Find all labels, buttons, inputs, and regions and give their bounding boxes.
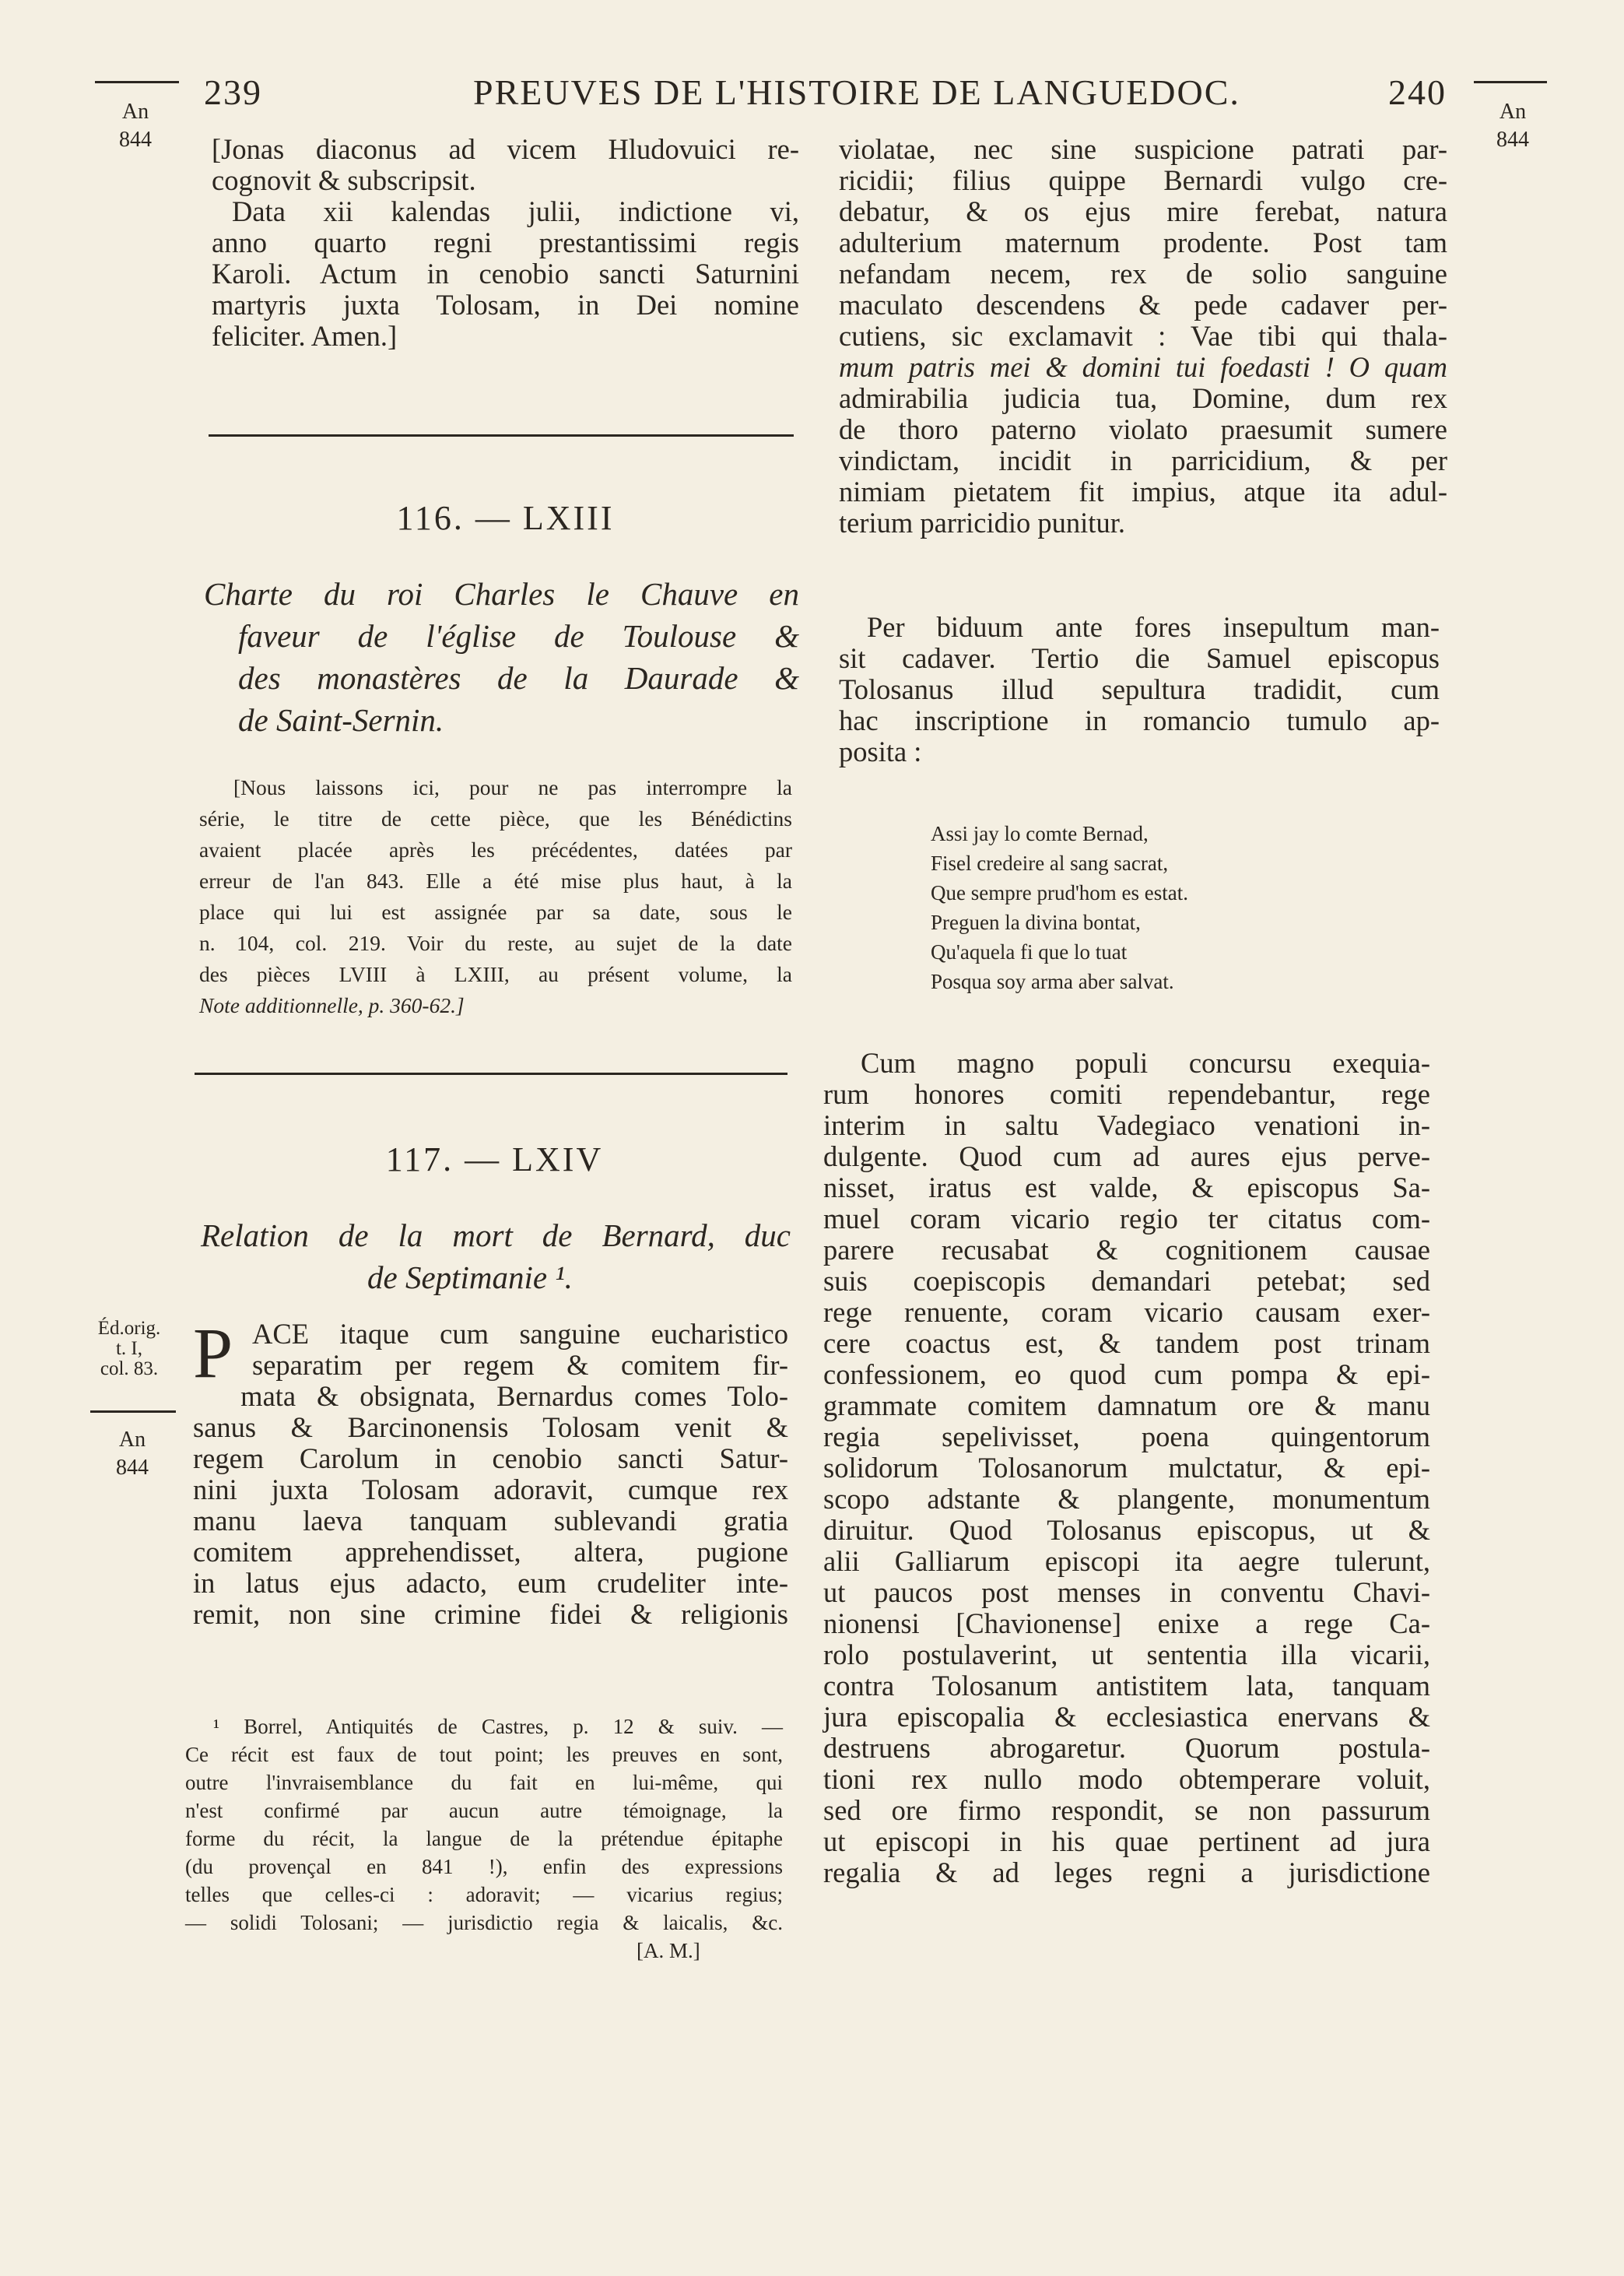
margin-label: An [121,100,149,124]
text-line: manu laeva tanquam sublevandi gratia [193,1505,788,1537]
text-line: [Jonas diaconus ad vicem Hludovuici re- [212,133,799,165]
text-line: de thoro paterno violato praesumit sumere [839,413,1447,445]
text-line: cutiens, sic exclamavit : Vae tibi qui thala- [839,320,1447,352]
text-line: sit cadaver. Tertio die Samuel episcopus [839,642,1440,674]
text-line: confessionem, eo quod cum pompa & epi- [823,1358,1430,1390]
margin-year: 844 [119,128,152,152]
text-line: cognovit & subscripsit. [212,164,476,196]
text-line: Per biduum ante fores insepultum man- [867,611,1440,643]
text-line: parere recusabat & cognitionem causae [823,1234,1430,1266]
text-line: interim in saltu Vadegiaco venationi in- [823,1109,1430,1141]
text-line: scopo adstante & plangente, monumentum [823,1483,1430,1515]
text-line: regem Carolum in cenobio sancti Satur- [193,1442,788,1474]
text-line: maculato descendens & pede cadaver per- [839,289,1447,321]
text-line: nisset, iratus est valde, & episcopus Sa- [823,1171,1430,1203]
text-line: destruens abrogaretur. Quorum postula- [823,1732,1430,1764]
text-line: tioni rex nullo modo obtemperare voluit, [823,1763,1430,1795]
text-line: sanus & Barcinonensis Tolosam venit & [193,1411,788,1443]
margin-rule-top-right [1474,81,1547,83]
title-line: de Septimanie ¹. [367,1259,573,1295]
text-line: nionensi [Chavionense] enixe a rege Ca- [823,1607,1430,1639]
text-line: hac inscriptione in romancio tumulo ap- [839,704,1440,736]
footnote-line: (du provençal en 841 !), enfin des expressions [185,1855,783,1878]
edition-line: t. I, [115,1338,143,1359]
note-line: des pièces LVIII à LXIII, au présent volume, la [199,962,792,986]
footnote-line: n'est confirmé par aucun autre témoignage, la [185,1799,783,1822]
text-line: martyris juxta Tolosam, in Dei nomine [212,289,799,321]
poem-line: Posqua soy arma aber salvat. [931,970,1174,993]
text-line: Tolosanus illud sepultura tradidit, cum [839,673,1440,705]
edition-line: Éd.orig. [97,1318,161,1339]
text-line: rum honores comiti rependebantur, rege [823,1078,1430,1110]
footnote-signature: [A. M.] [637,1939,700,1962]
poem-line: Fisel credeire al sang sacrat, [931,852,1169,875]
text-line: sed ore firmo respondit, se non passurum [823,1794,1430,1826]
edition-line: col. 83. [100,1358,159,1379]
text-line: ricidii; filius quippe Bernardi vulgo cre- [839,164,1447,196]
title-line: de Saint-Sernin. [238,702,444,738]
page-number-right: 240 [1388,72,1447,112]
epitaph-poem [931,819,1398,996]
text-line: rege renuente, coram vicario causam exer- [823,1296,1430,1328]
text-line: solidorum Tolosanorum mulctatur, & epi- [823,1452,1430,1484]
drop-cap: P [193,1313,233,1393]
note-line: Note additionnelle, p. 360-62.] [199,993,465,1017]
footnote-line: Ce récit est faux de tout point; les preuves en sont, [185,1743,783,1766]
text-line: diruitur. Quod Tolosanus episcopus, ut & [823,1514,1430,1546]
text-line: ACE itaque cum sanguine eucharistico [252,1318,788,1350]
section-divider [195,1073,787,1075]
text-line: mum patris mei & domini tui foedasti ! O quam [839,351,1447,383]
section-divider [209,434,794,437]
margin-rule-top-left [95,81,179,83]
text-line: anno quarto regni prestantissimi regis [212,227,799,258]
text-line: admirabilia judicia tua, Domine, dum rex [839,382,1447,414]
text-line: alii Galliarum episcopi ita aegre tulerunt, [823,1545,1430,1577]
page-number-left: 239 [204,72,262,112]
text-line: violatae, nec sine suspicione patrati par- [839,133,1447,165]
document-number-116: 116. — LXIII [396,499,615,537]
poem-line: Assi jay lo comte Bernad, [931,822,1149,845]
text-line: adulterium maternum prodente. Post tam [839,227,1447,258]
margin-rule-mid-left [90,1410,176,1413]
footnote [185,1712,783,1937]
document-number-117: 117. — LXIV [385,1140,604,1178]
original-edition-reference [90,1319,168,1379]
text-line: feliciter. Amen.] [212,320,398,352]
right-column-text-a [839,134,1447,539]
right-column-text-b [839,612,1440,767]
running-title: PREUVES DE L'HISTOIRE DE LANGUEDOC. [473,72,1240,112]
text-line: Karoli. Actum in cenobio sancti Saturnini [212,258,799,290]
document-title-117 [201,1214,791,1298]
text-line: jura episcopalia & ecclesiastica enervans & [823,1701,1430,1733]
note-line: n. 104, col. 219. Voir du reste, au sujet de la date [199,931,792,955]
right-column-text-c [823,1048,1430,1888]
note-line: [Nous laissons ici, pour ne pas interrompre la [233,775,792,799]
title-line: des monastères de la Daurade & [238,660,799,696]
text-line: nimiam pietatem fit impius, atque ita adul- [839,476,1447,508]
note-line: avaient placée après les précédentes, datées par [199,838,792,862]
title-line: Relation de la mort de Bernard, duc [201,1217,791,1253]
title-line: Charte du roi Charles le Chauve en [204,576,799,612]
text-line: in latus ejus adacto, eum crudeliter inte- [193,1567,788,1599]
text-line: regia sepelivisset, poena quingentorum [823,1421,1430,1452]
document-title-116 [204,573,799,741]
text-line: Cum magno populi concursu exequia- [861,1047,1430,1079]
title-line: faveur de l'église de Toulouse & [238,618,799,654]
document-117-body [193,1313,788,1630]
margin-year-top-right [1474,98,1552,154]
text-line: comitem apprehendisset, altera, pugione [193,1536,788,1568]
text-line: ut paucos post menses in conventu Chavi- [823,1576,1430,1608]
text-line: contra Tolosanum antistitem lata, tanquam [823,1670,1430,1702]
text-line: muel coram vicario regio ter citatus com- [823,1203,1430,1235]
text-line: cere coactus est, & tandem post trinam [823,1327,1430,1359]
margin-year-mid-left [93,1426,171,1482]
text-line: regalia & ad leges regni a jurisdictione [823,1856,1430,1888]
text-line: dulgente. Quod cum ad aures ejus perve- [823,1140,1430,1172]
text-line: nefandam necem, rex de solio sanguine [839,258,1447,290]
margin-year: 844 [116,1456,149,1480]
poem-line: Que sempre prud'hom es estat. [931,881,1189,904]
text-line: posita : [839,736,922,767]
footnote-line: — solidi Tolosani; — jurisdictio regia & laicalis, &c. [185,1911,783,1934]
footnote-line: outre l'invraisemblance du fait en lui-même, qui [185,1771,783,1794]
text-line: rolo postulaverint, ut sententia illa vicarii, [823,1639,1430,1670]
text-line: debatur, & os ejus mire ferebat, natura [839,195,1447,227]
footnote-line: forme du récit, la langue de la prétendue épitaphe [185,1827,783,1850]
margin-year-top-left [96,98,174,154]
note-line: série, le titre de cette pièce, que les Bénédictins [199,806,792,831]
margin-label: An [1499,100,1527,124]
note-line: erreur de l'an 843. Elle a été mise plus haut, à la [199,869,792,893]
text-line: vindictam, incidit in parricidium, & per [839,444,1447,476]
text-line: grammate comitem damnatum ore & manu [823,1389,1430,1421]
text-line: remit, non sine crimine fidei & religionis [193,1598,788,1630]
margin-year: 844 [1496,128,1529,152]
text-line: terium parricidio punitur. [839,507,1125,539]
text-line: mata & obsignata, Bernardus comes Tolo- [240,1380,788,1412]
text-line: separatim per regem & comitem fir- [252,1349,788,1381]
note-line: place qui lui est assignée par sa date, sous le [199,900,792,924]
text-line: ut episcopi in his quae pertinent ad jura [823,1825,1430,1857]
text-line: suis coepiscopis demandari petebat; sed [823,1265,1430,1297]
poem-line: Preguen la divina bontat, [931,911,1141,934]
footnote-line: telles que celles-ci : adoravit; — vicarius regius; [185,1883,783,1906]
margin-label: An [118,1428,146,1452]
text-line: Data xii kalendas julii, indictione vi, [232,195,799,227]
left-opening-text [212,134,799,352]
editorial-note-116 [199,772,792,1021]
text-line: nini juxta Tolosam adoravit, cumque rex [193,1473,788,1505]
footnote-line: ¹ Borrel, Antiquités de Castres, p. 12 & suiv. — [213,1715,783,1738]
poem-line: Qu'aquela fi que lo tuat [931,940,1128,964]
